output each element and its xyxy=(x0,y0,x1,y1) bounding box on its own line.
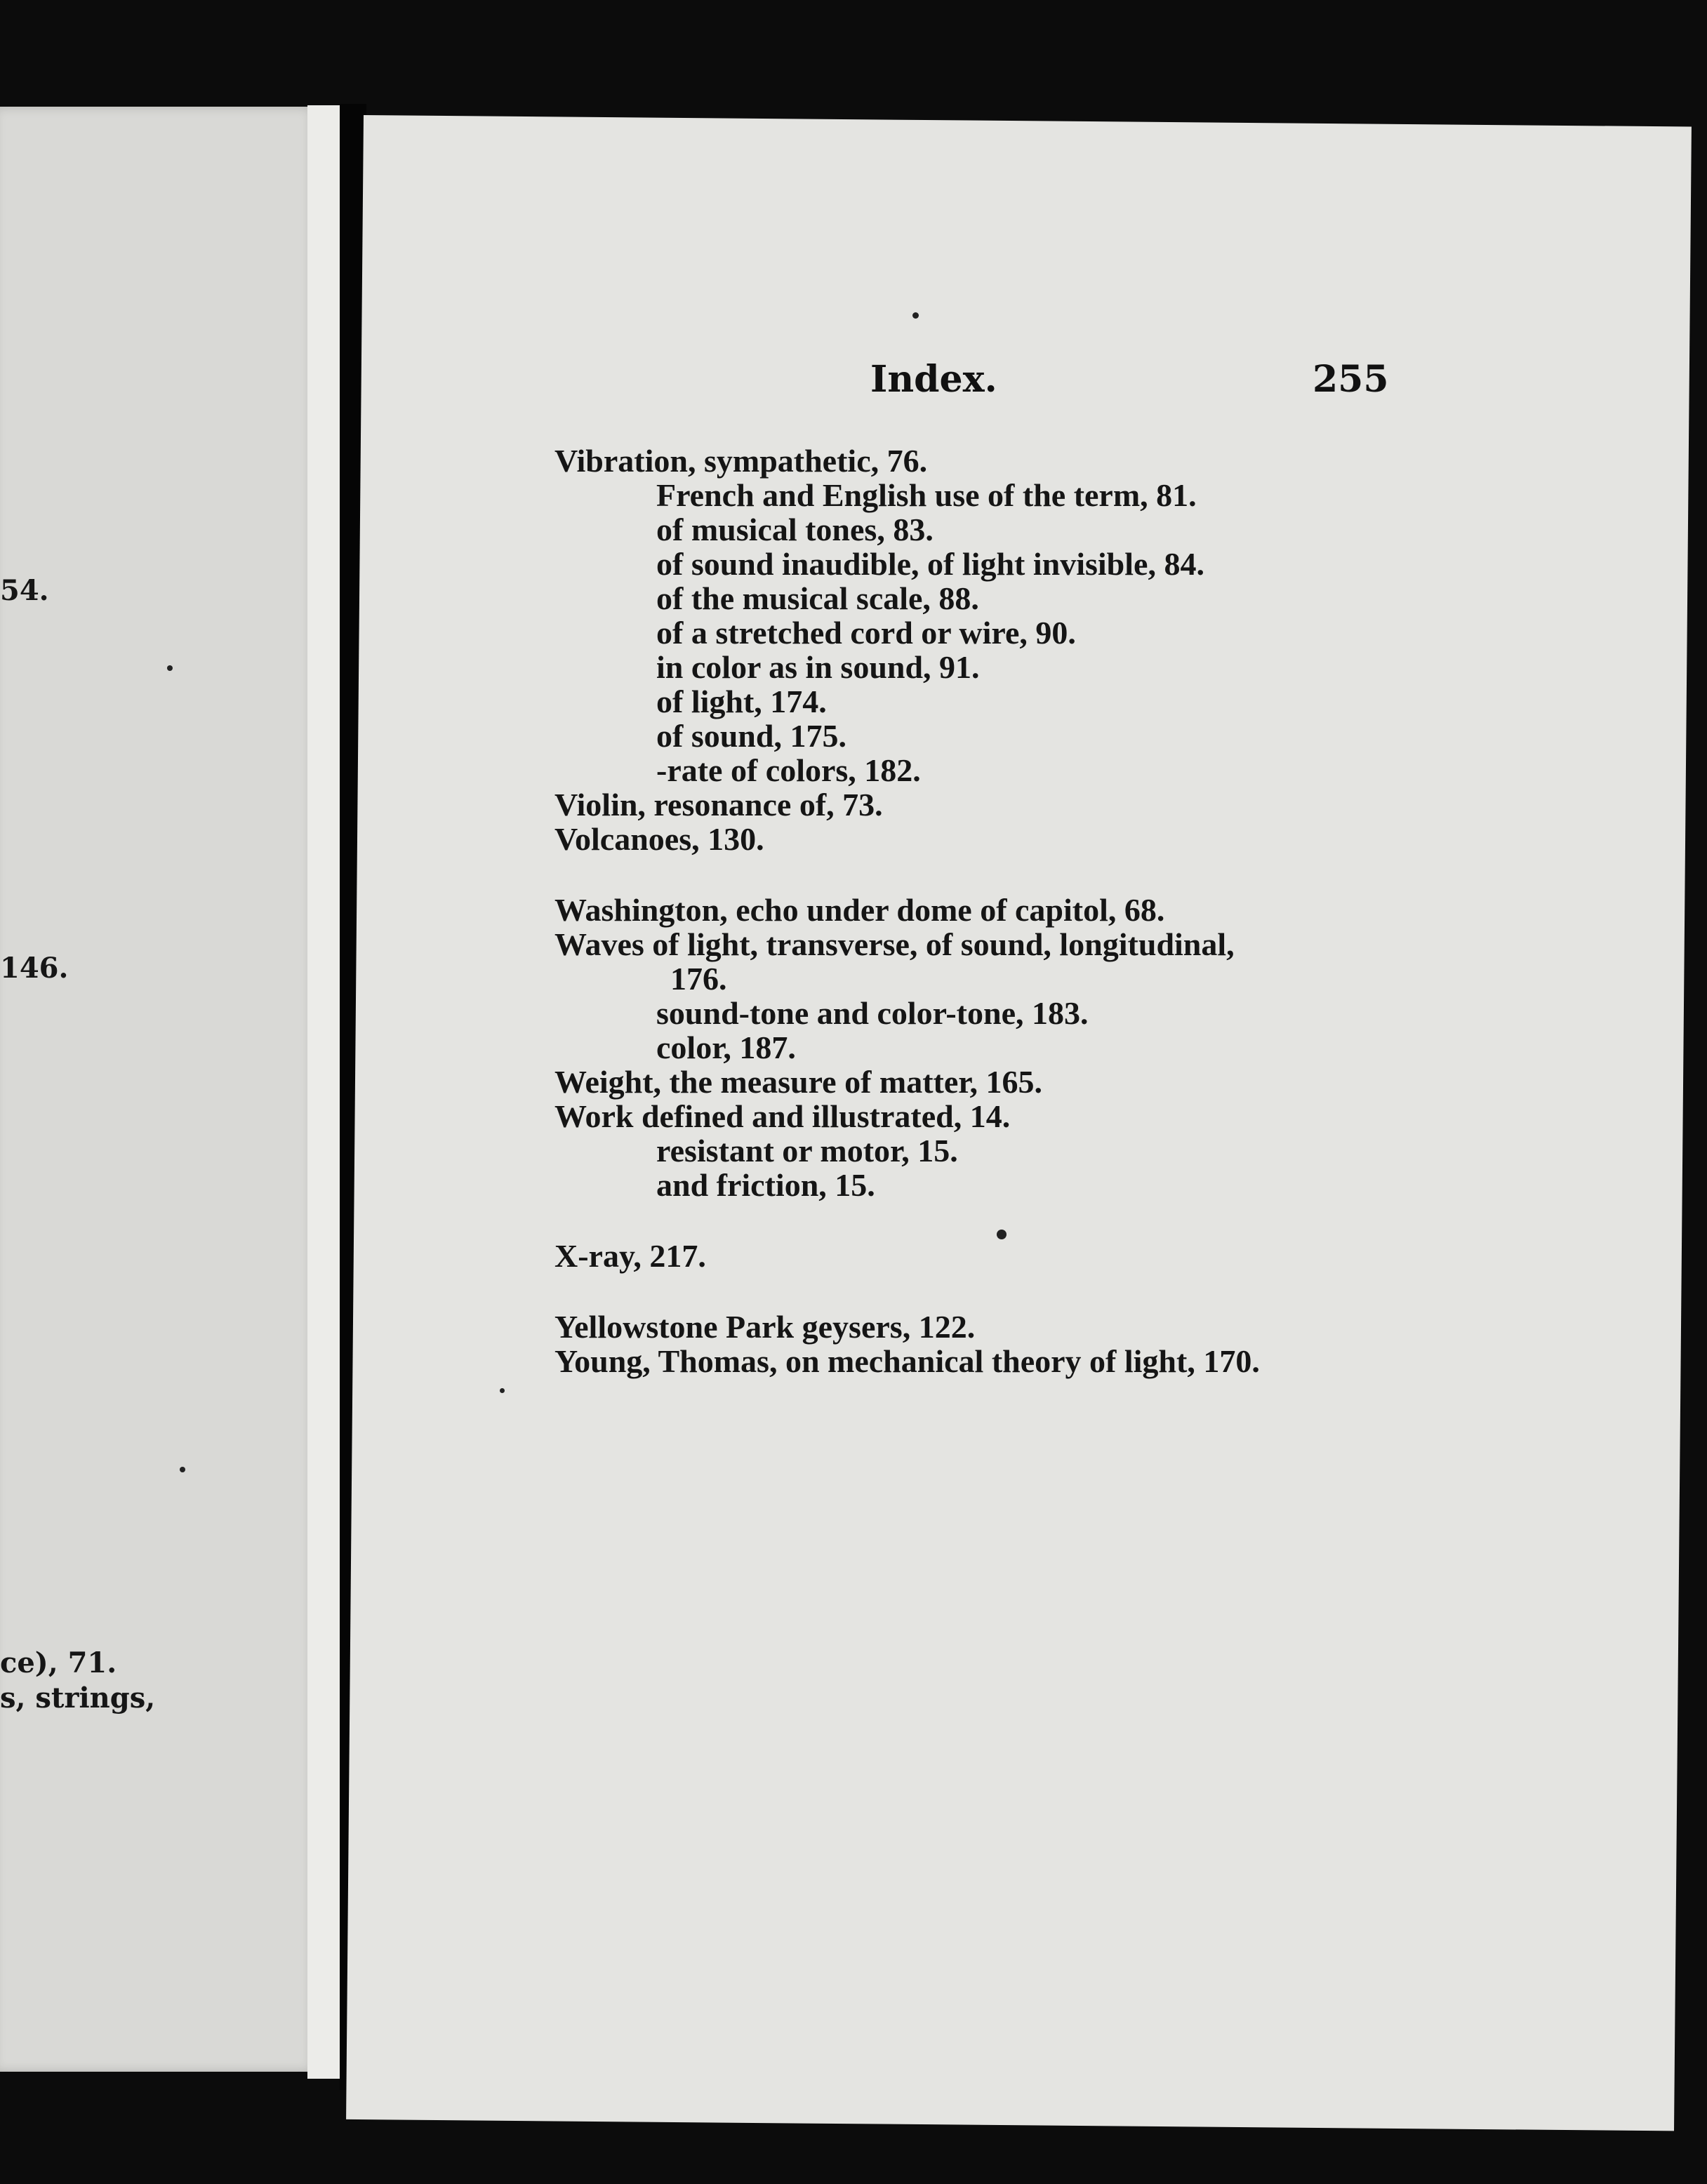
page-number: 255 xyxy=(1313,358,1389,401)
left-page xyxy=(0,107,317,2072)
left-page-fragment: s, strings, xyxy=(0,1682,156,1714)
index-subentry: of the musical scale, 88. xyxy=(656,580,979,616)
index-entry: Volcanoes, 130. xyxy=(554,821,764,857)
index-subentry: -rate of colors, 182. xyxy=(656,752,921,788)
index-entry: Young, Thomas, on mechanical theory of light, 170. xyxy=(554,1343,1260,1379)
index-subentry: French and English use of the term, 81. xyxy=(656,477,1197,513)
left-page-fragment: 146. xyxy=(0,952,69,985)
index-subentry: sound-tone and color-tone, 183. xyxy=(656,995,1089,1031)
index-entry: Yellowstone Park geysers, 122. xyxy=(554,1309,976,1345)
print-speck xyxy=(180,1467,185,1472)
index-subentry: in color as in sound, 91. xyxy=(656,649,980,685)
index-entry: Work defined and illustrated, 14. xyxy=(554,1098,1011,1134)
print-speck xyxy=(167,665,173,671)
index-subentry: color, 187. xyxy=(656,1030,796,1065)
index-entry: Violin, resonance of, 73. xyxy=(554,787,883,823)
index-subentry: resistant or motor, 15. xyxy=(656,1133,958,1168)
index-entries xyxy=(554,444,1537,1378)
print-speck xyxy=(912,312,919,319)
index-subentry: of musical tones, 83. xyxy=(656,512,934,547)
index-subentry: of light, 174. xyxy=(656,684,827,719)
index-entry: Weight, the measure of matter, 165. xyxy=(554,1064,1042,1100)
left-page-fragment: ce), 71. xyxy=(0,1646,117,1679)
print-speck xyxy=(997,1230,1007,1239)
index-entry: Washington, echo under dome of capitol, 68. xyxy=(554,892,1165,928)
index-entry: X-ray, 217. xyxy=(554,1238,706,1274)
index-entry: Vibration, sympathetic, 76. xyxy=(554,443,928,479)
left-page-fragment: 54. xyxy=(0,574,49,607)
index-subentry: of sound, 175. xyxy=(656,718,846,754)
index-subentry: of sound inaudible, of light invisible, 84. xyxy=(656,546,1204,582)
index-subentry: 176. xyxy=(670,961,727,997)
page-title: Index. xyxy=(870,358,997,401)
index-entry: Waves of light, transverse, of sound, longitudinal, xyxy=(554,926,1235,962)
index-subentry: and friction, 15. xyxy=(656,1167,875,1203)
print-speck xyxy=(500,1388,505,1393)
index-subentry: of a stretched cord or wire, 90. xyxy=(656,615,1076,651)
